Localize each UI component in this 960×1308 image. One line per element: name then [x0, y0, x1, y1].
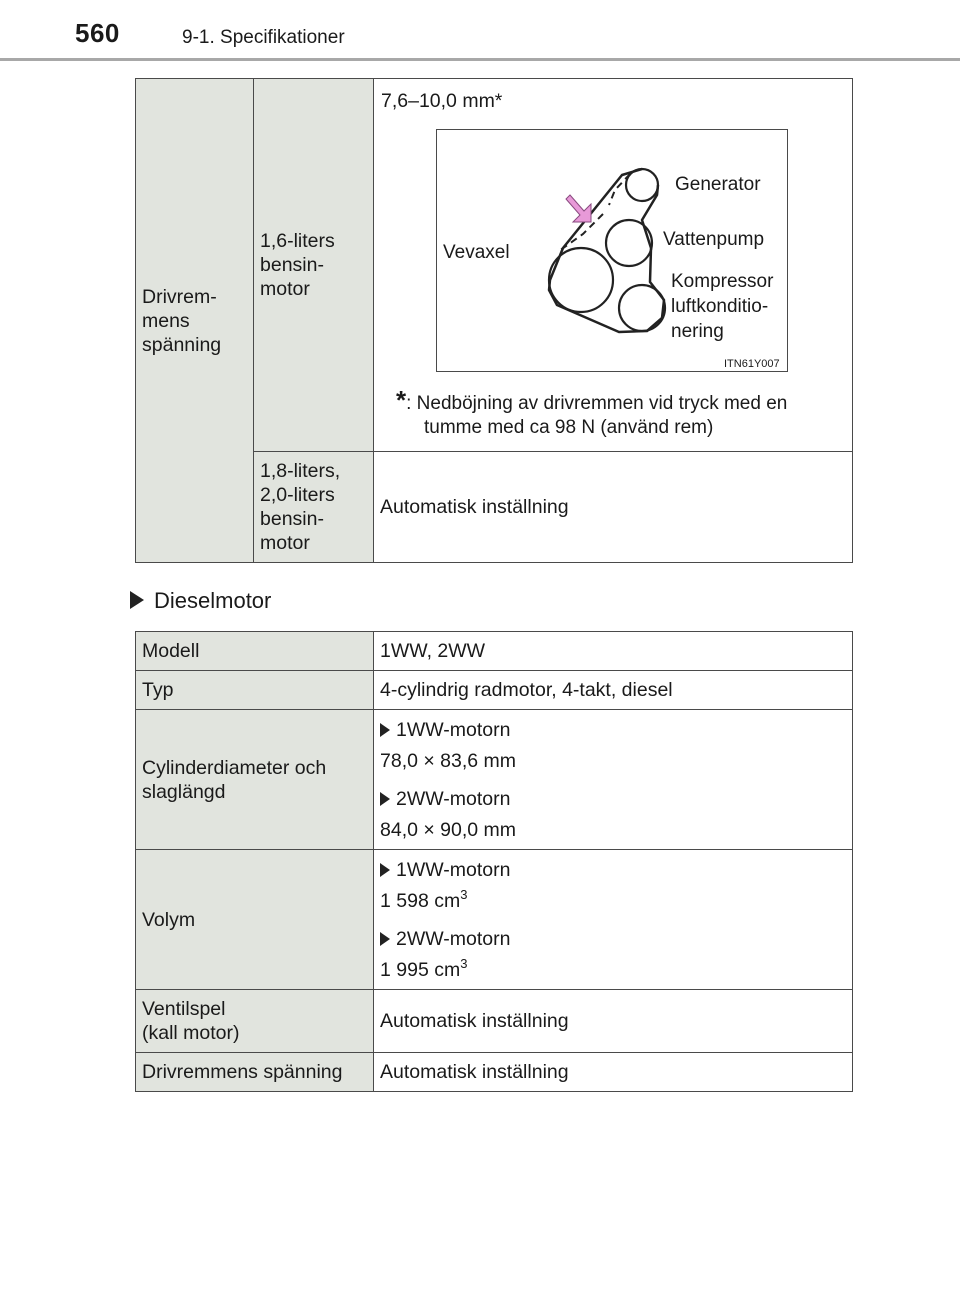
bullet-triangle-icon	[380, 932, 390, 946]
engine-16-label: 1,6-liters bensin- motor	[254, 79, 374, 452]
footnote-line-1: : Nedböjning av drivremmen vid tryck med en	[406, 393, 788, 414]
table-row	[136, 710, 853, 850]
kompressor-label: Kompressor luftkonditio- nering	[671, 271, 774, 342]
vevaxel-label: Vevaxel	[443, 242, 510, 263]
footnote	[396, 385, 788, 438]
modell-value: 1WW, 2WW	[374, 632, 853, 671]
modell-label: Modell	[136, 632, 374, 671]
ventilspel-value: Automatisk inställning	[374, 990, 853, 1053]
cylinder-1ww-title: 1WW-motorn	[396, 718, 511, 741]
engine-16-spec-cell	[374, 79, 853, 452]
header-divider	[0, 58, 960, 61]
engine-18-20-value: Automatisk inställning	[374, 452, 853, 563]
volym-1ww-exponent: 3	[460, 886, 468, 902]
drivrem-label: Drivremmens spänning	[136, 1053, 374, 1092]
ventilspel-label: Ventilspel (kall motor)	[136, 990, 374, 1053]
figure-code: ITN61Y007	[724, 358, 780, 370]
table-row	[136, 850, 853, 990]
belt-tension-label: Drivrem- mens spänning	[136, 79, 254, 563]
diesel-spec-table	[135, 631, 853, 1092]
diesel-heading-text: Dieselmotor	[154, 588, 272, 613]
bullet-triangle-icon	[130, 591, 144, 609]
typ-label: Typ	[136, 671, 374, 710]
cylinder-2ww-value: 84,0 × 90,0 mm	[380, 818, 517, 841]
typ-value: 4-cylindrig radmotor, 4-takt, diesel	[374, 671, 853, 710]
cylinder-label: Cylinderdiameter och slaglängd	[136, 710, 374, 850]
table-row	[136, 990, 853, 1053]
vattenpump-label: Vattenpump	[663, 229, 765, 250]
page-number: 560	[75, 18, 120, 48]
volym-2ww-title: 2WW-motorn	[396, 927, 511, 950]
bullet-triangle-icon	[380, 863, 390, 877]
volym-value-cell	[374, 850, 853, 990]
volym-1ww-title: 1WW-motorn	[396, 858, 511, 881]
table-row	[136, 671, 853, 710]
table-row	[136, 1053, 853, 1092]
engine-18-20-label: 1,8-liters, 2,0-liters bensin- motor	[254, 452, 374, 563]
footnote-line-2: tumme med ca 98 N (använd rem)	[424, 417, 714, 438]
belt-tension-table	[135, 78, 853, 563]
volym-1ww-value: 1 598 cm	[380, 889, 461, 912]
volym-2ww-exponent: 3	[460, 955, 468, 971]
table-row	[136, 632, 853, 671]
diesel-heading	[130, 588, 271, 614]
volym-2ww-value: 1 995 cm	[380, 958, 461, 981]
pressure-arrow	[566, 195, 591, 222]
bullet-triangle-icon	[380, 723, 390, 737]
volym-label: Volym	[136, 850, 374, 990]
bullet-triangle-icon	[380, 792, 390, 806]
belt-diagram	[436, 129, 788, 372]
cylinder-1ww-value: 78,0 × 83,6 mm	[380, 749, 517, 772]
cylinder-value-cell	[374, 710, 853, 850]
section-title: 9-1. Specifikationer	[182, 27, 345, 48]
drivrem-value: Automatisk inställning	[374, 1053, 853, 1092]
belt-deflection-value: 7,6–10,0 mm*	[381, 90, 503, 112]
cylinder-2ww-title: 2WW-motorn	[396, 787, 511, 810]
footnote-marker: *	[396, 385, 407, 415]
generator-label: Generator	[675, 174, 761, 195]
page-header	[0, 0, 960, 62]
